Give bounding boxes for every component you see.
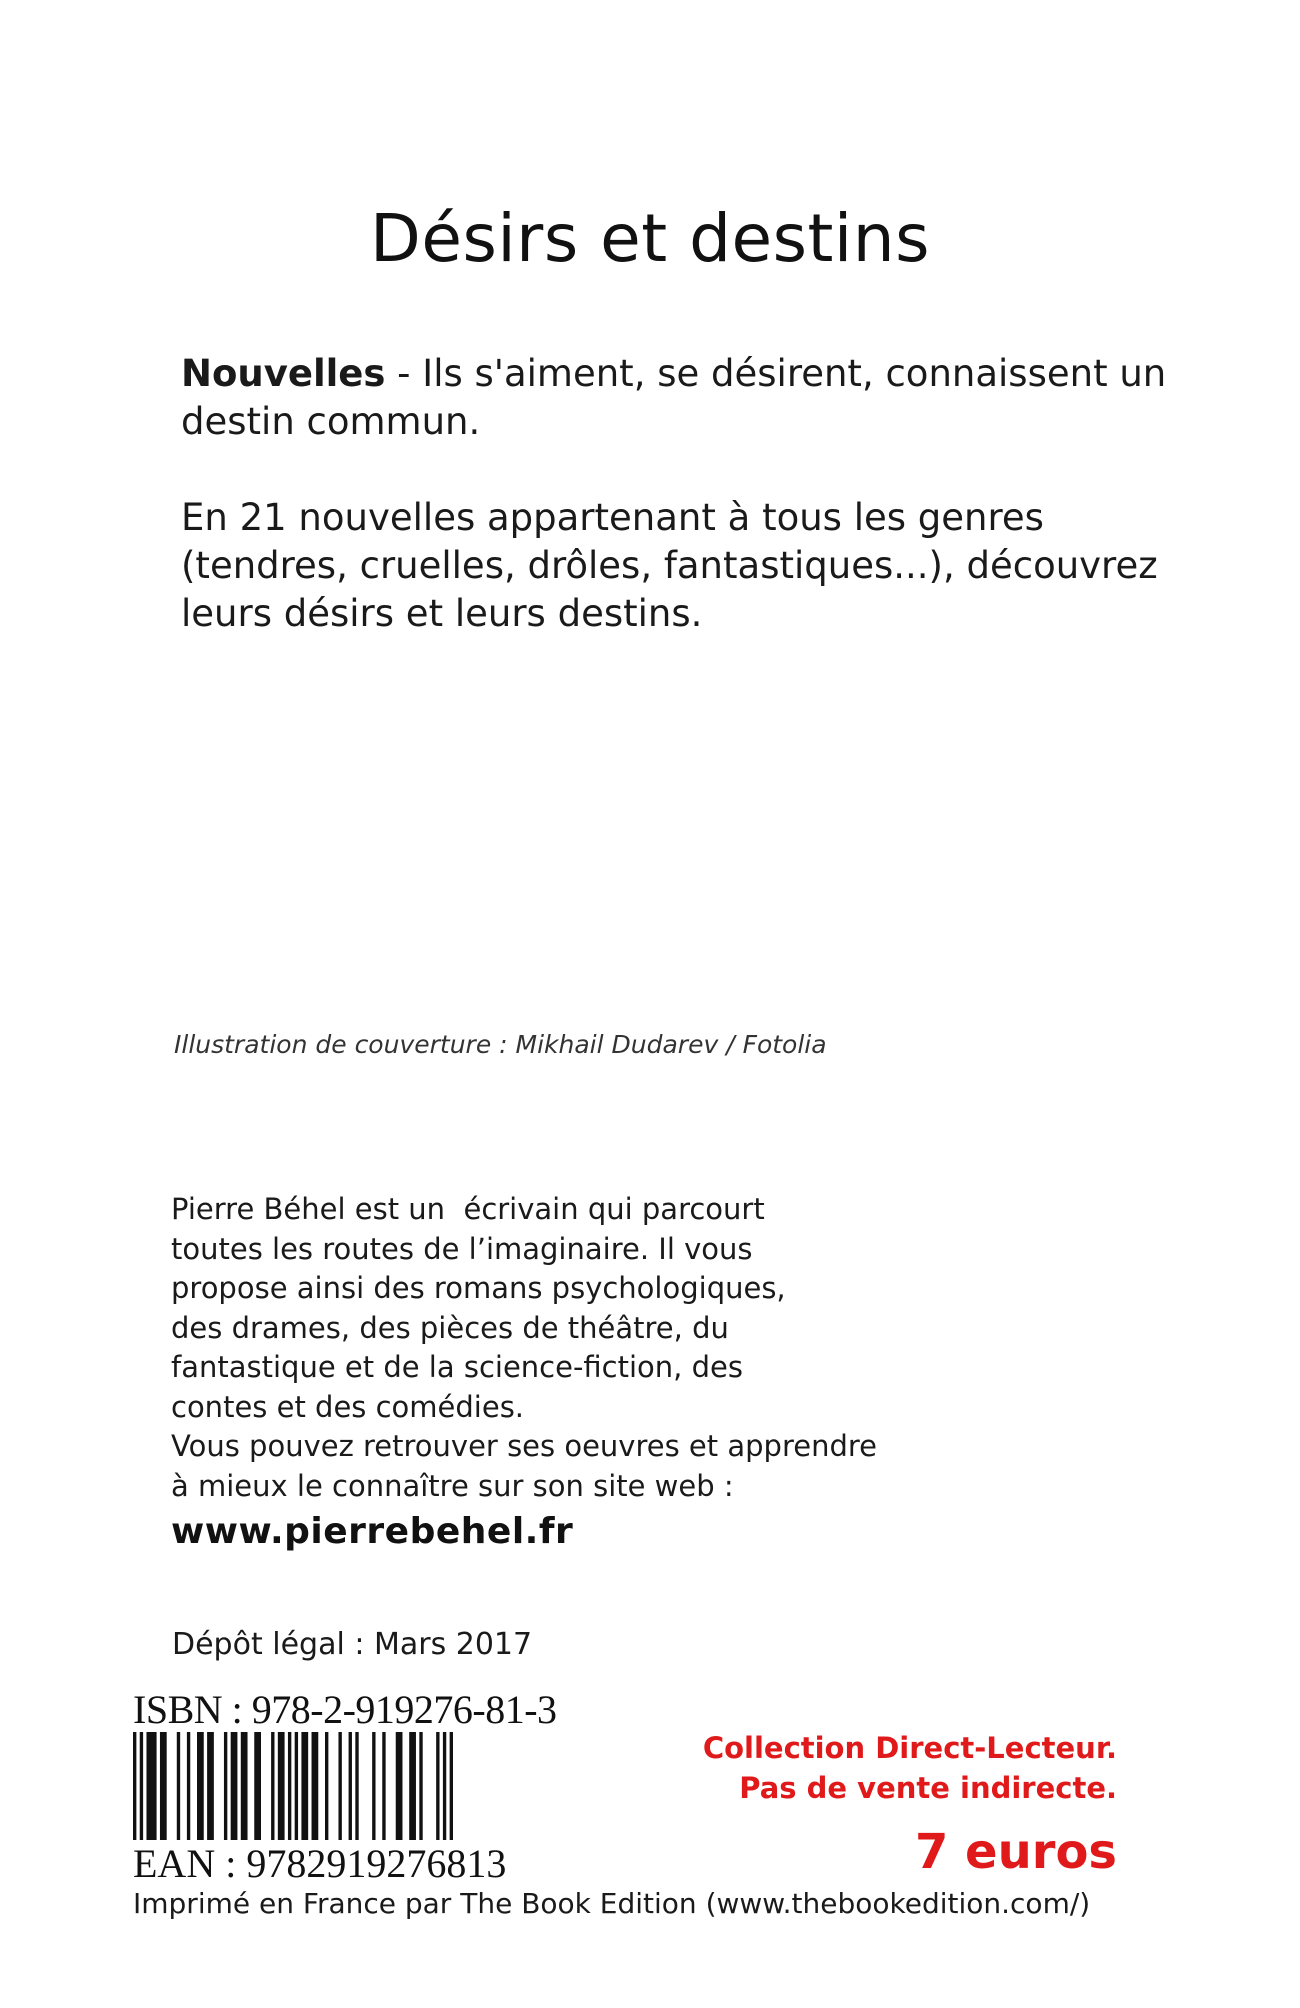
barcode-bar: [241, 1732, 248, 1840]
bio-line: Pierre Béhel est un écrivain qui parcourt: [171, 1192, 765, 1226]
legal-deposit: Dépôt légal : Mars 2017: [172, 1627, 533, 1662]
barcode-bar: [355, 1732, 358, 1840]
bio-line: toutes les routes de l’imaginaire. Il vous: [171, 1231, 753, 1266]
barcode-bar: [450, 1732, 453, 1840]
barcode-bar: [409, 1732, 416, 1840]
isbn-barcode: [133, 1688, 603, 1886]
barcode-bar: [271, 1732, 274, 1840]
barcode-bar: [301, 1732, 308, 1840]
barcode-bars: [133, 1732, 453, 1840]
collection-notice: [703, 1728, 1117, 1808]
barcode-bar: [338, 1732, 341, 1840]
barcode-bar: [288, 1732, 291, 1840]
barcode-bar: [146, 1732, 156, 1840]
printer-credit: Imprimé en France par The Book Edition (www.thebookedition.com/): [133, 1887, 1091, 1920]
barcode-bar: [436, 1732, 439, 1840]
barcode-bar: [382, 1732, 385, 1840]
barcode-bar: [187, 1732, 190, 1840]
barcode-bar: [197, 1732, 204, 1840]
summary-paragraph-2: En 21 nouvelles appartenant à tous les genres (tendres, cruelles, drôles, fantastiques...), découvrez leurs désirs et leurs destins.: [181, 496, 1158, 635]
barcode-bar: [443, 1732, 446, 1840]
barcode-bar: [295, 1732, 298, 1840]
barcode-bar: [224, 1732, 227, 1840]
summary-paragraph-1: [181, 350, 1181, 446]
ean-label: EAN : 9782919276813: [133, 1841, 507, 1886]
summary-separator: -: [385, 352, 423, 395]
barcode-bar: [396, 1732, 403, 1840]
illustration-credit: Illustration de couverture : Mikhail Dudarev / Fotolia: [174, 1030, 827, 1059]
barcode-bar: [278, 1732, 285, 1840]
barcode-bar: [160, 1732, 167, 1840]
barcode-bar: [312, 1732, 319, 1840]
barcode-bar: [231, 1732, 238, 1840]
barcode-bar: [419, 1732, 422, 1840]
bio-line: propose ainsi des romans psychologiques,: [171, 1271, 786, 1305]
author-website: www.pierrebehel.fr: [171, 1511, 574, 1552]
summary-line1: Ils s'aiment, se désirent, connaissent un destin commun.: [181, 352, 1167, 443]
barcode-bar: [140, 1732, 143, 1840]
barcode-bar: [372, 1732, 375, 1840]
bio-line: fantastique et de la science-fiction, des: [171, 1350, 743, 1384]
bio-line: à mieux le connaître sur son site web :: [171, 1468, 734, 1503]
bio-line: des drames, des pièces de théâtre, du: [171, 1310, 729, 1345]
bio-line: Vous pouvez retrouver ses oeuvres et apprendre: [171, 1429, 877, 1463]
barcode-bar: [254, 1732, 261, 1840]
author-bio: [171, 1190, 931, 1552]
barcode-bar: [207, 1732, 214, 1840]
book-title: Désirs et destins: [370, 200, 930, 277]
barcode-bar: [133, 1732, 136, 1840]
summary-genre: Nouvelles: [181, 352, 386, 395]
collection-line-2: Pas de vente indirecte.: [739, 1771, 1117, 1805]
collection-line-1: Collection Direct-Lecteur.: [702, 1731, 1117, 1765]
barcode-bar: [325, 1732, 328, 1840]
barcode-bar: [177, 1732, 180, 1840]
book-summary: [181, 350, 1181, 638]
price: 7 euros: [914, 1824, 1117, 1880]
barcode-bar: [349, 1732, 352, 1840]
bio-line: contes et des comédies.: [171, 1389, 525, 1424]
isbn-label: ISBN : 978-2-919276-81-3: [133, 1687, 557, 1732]
